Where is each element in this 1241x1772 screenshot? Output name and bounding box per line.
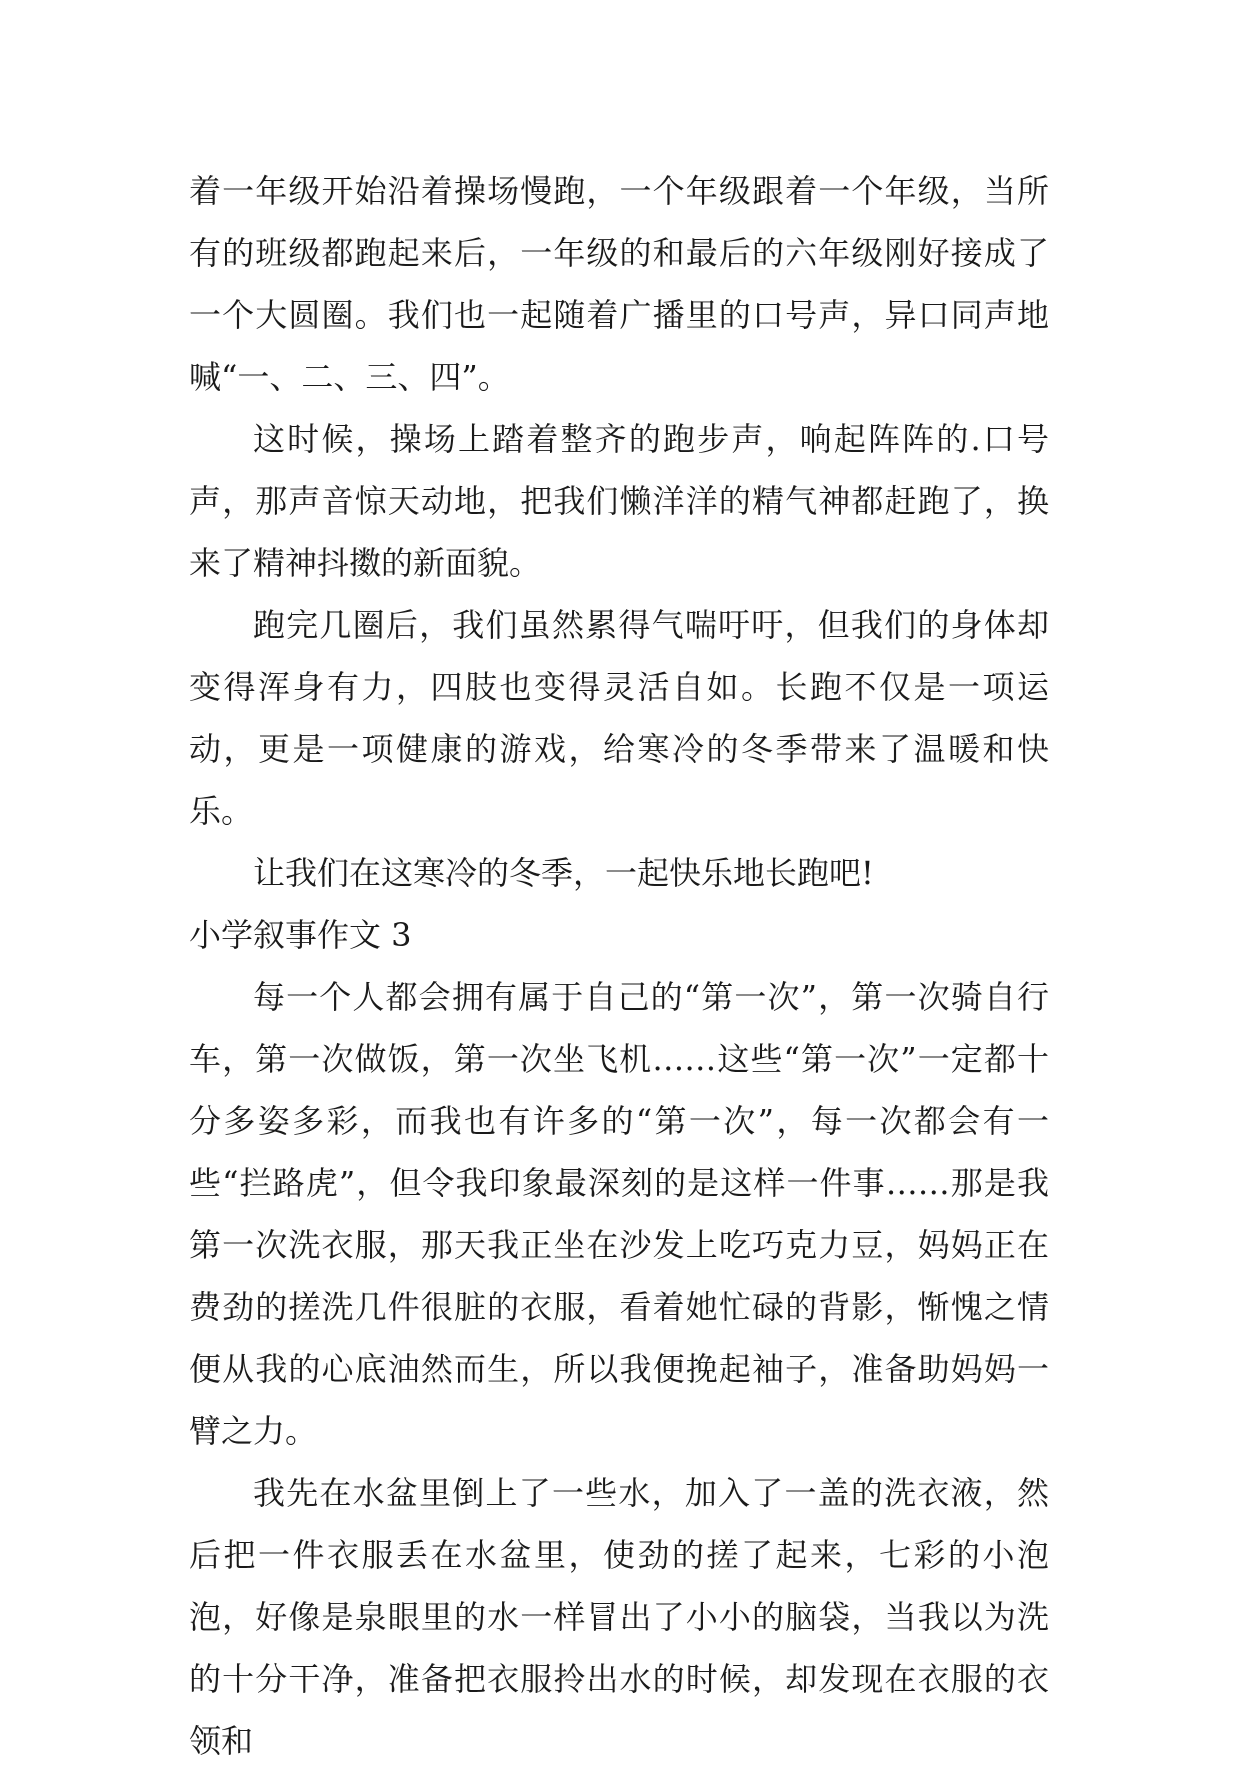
section-heading: 小学叙事作文 3 [189, 916, 412, 954]
paragraph-5: 每一个人都会拥有属于自己的“第一次”，第一次骑自行车，第一次做饭，第一次坐飞机……这些“第一次”一定都十分多姿多彩，而我也有许多的“第一次”，每一次都会有一些“拦路虎”，但令我印象最深刻的是这样一件事……那是我第一次洗衣服，那天我正坐在沙发上吃巧克力豆，妈妈正在费劲的搓洗几件很脏的衣服，看着她忙碌的背影，惭愧之情便从我的心底油然而生，所以我便挽起袖子，准备助妈妈一臂之力。 [189, 978, 1049, 1450]
paragraph-2: 这时候，操场上踏着整齐的跑步声，响起阵阵的.口号声，那声音惊天动地，把我们懒洋洋的精气神都赶跑了，换来了精神抖擞的新面貌。 [189, 420, 1049, 582]
paragraph-1: 着一年级开始沿着操场慢跑，一个年级跟着一个年级，当所有的班级都跑起来后，一年级的和最后的六年级刚好接成了一个大圆圈。我们也一起随着广播里的口号声，异口同声地喊“一、二、三、四”。 [189, 172, 1049, 396]
paragraph-3: 跑完几圈后，我们虽然累得气喘吁吁，但我们的身体却变得浑身有力，四肢也变得灵活自如。长跑不仅是一项运动，更是一项健康的游戏，给寒冷的冬季带来了温暖和快乐。 [189, 606, 1049, 830]
paragraph-6: 我先在水盆里倒上了一些水，加入了一盖的洗衣液，然后把一件衣服丢在水盆里，使劲的搓了起来，七彩的小泡泡，好像是泉眼里的水一样冒出了小小的脑袋，当我以为洗的十分干净，准备把衣服拎出水的时候，却发现在衣服的衣领和 [189, 1474, 1049, 1760]
paragraph-4: 让我们在这寒冷的冬季，一起快乐地长跑吧! [253, 854, 874, 892]
document-body [189, 160, 1049, 1772]
